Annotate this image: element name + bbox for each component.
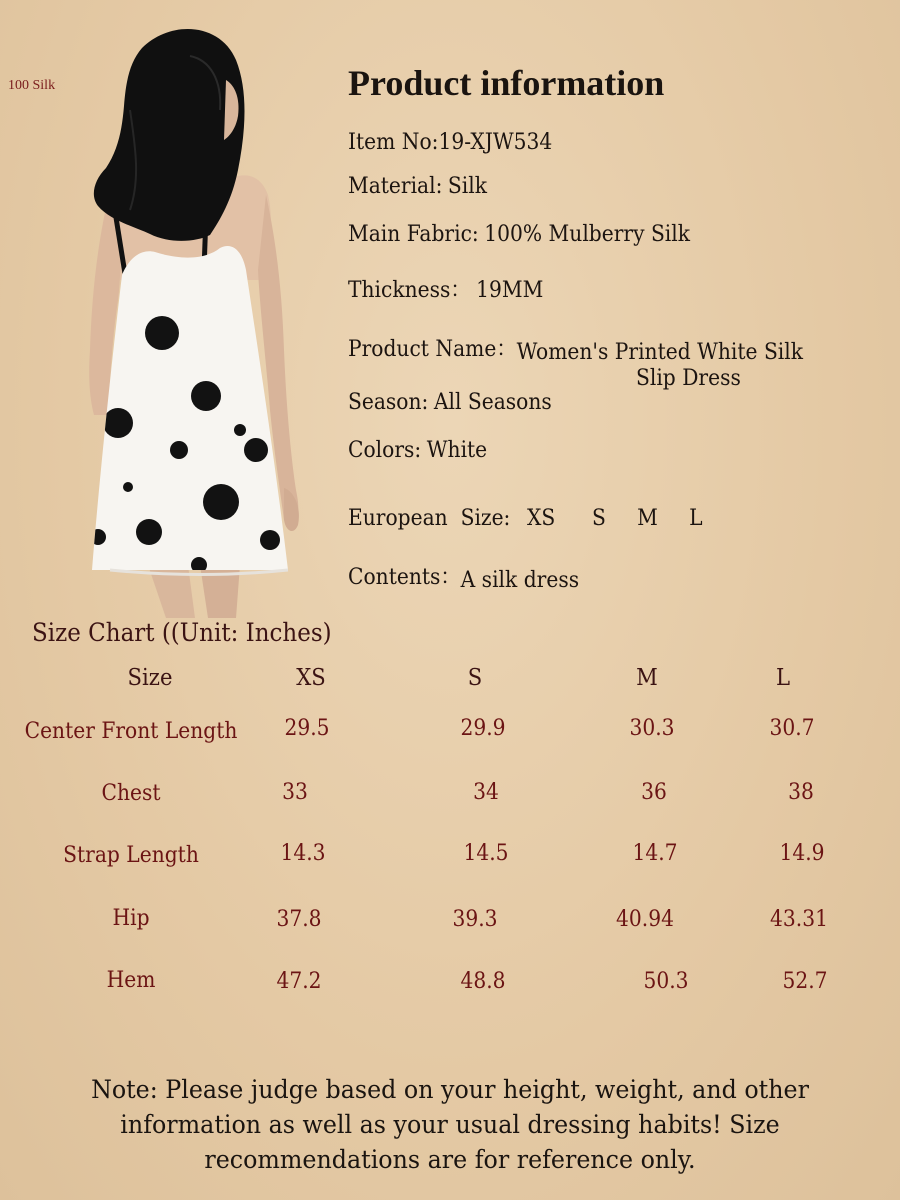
thickness-line [348,273,543,304]
table-cell: 36 [641,780,667,805]
table-cell: 14.7 [632,841,678,866]
size-option-xs: XS [526,506,556,531]
row-label-hip: Hip [112,906,150,931]
main-fabric-value: 100% Mulberry Silk [484,222,691,247]
table-cell: 14.5 [463,841,509,866]
size-header-xs: XS [296,665,326,691]
brand-tag: 100 Silk [8,78,56,93]
table-cell: 52.7 [782,969,828,994]
product-model-image [70,20,310,620]
row-label-chest: Chest [101,781,161,806]
contents-value: A silk dress [460,568,580,593]
table-cell: 37.8 [276,907,322,932]
table-cell: 48.8 [460,969,506,994]
item-no-value: 19-XJW534 [438,130,553,155]
product-name-label: Product Name： [348,337,517,362]
table-cell: 50.3 [643,969,689,994]
contents-label: Contents： [348,565,461,590]
table-cell: 14.9 [779,841,825,866]
main-fabric-label: Main Fabric: [348,222,479,247]
table-cell: 43.31 [770,907,828,932]
table-cell: 39.3 [452,907,498,932]
table-cell: 34 [473,780,499,805]
season-value: All Seasons [433,390,552,415]
product-name-value-2: Slip Dress [636,366,741,391]
season-line [348,390,552,415]
european-size-label: European Size: [348,506,511,531]
european-size-line [348,506,703,531]
size-header-m: M [636,665,658,691]
material-value: Silk [447,174,488,199]
table-cell: 30.7 [769,716,815,741]
thickness-value: 19MM [476,278,544,303]
colors-label: Colors: [348,438,422,463]
product-info-title: Product information [348,63,665,103]
colors-value: White [426,438,488,463]
table-cell: 29.5 [284,716,330,741]
size-header-s: S [467,665,483,691]
size-option-m: M [637,506,658,531]
thickness-label: Thickness： [348,278,471,303]
main-fabric-line [348,222,690,247]
table-cell: 47.2 [276,969,322,994]
size-chart-title: Size Chart ((Unit: Inches) [32,618,332,647]
row-label-center-front-length: Center Front Length [24,719,238,744]
material-label: Material: [348,174,443,199]
size-header-l: L [775,665,791,691]
material-line [348,174,487,199]
item-no-label: Item No: [348,130,439,155]
table-cell: 33 [282,780,308,805]
row-label-hem: Hem [106,968,156,993]
season-label: Season: [348,390,429,415]
table-cell: 30.3 [629,716,675,741]
table-cell: 40.94 [616,907,674,932]
size-option-l: L [689,506,703,531]
colors-line [348,438,487,463]
size-note: Note: Please judge based on your height, weight, and other information as well as your usual dressing habits! Size recommendations are for reference only. [91,1075,809,1174]
european-size-options [510,506,702,531]
size-option-s: S [592,506,606,531]
table-cell: 38 [788,780,814,805]
product-name-line [348,332,803,363]
product-name-value-1: Women's Printed White Silk [516,340,804,365]
contents-line [348,560,579,591]
row-label-strap-length: Strap Length [63,843,199,868]
table-cell: 29.9 [460,716,506,741]
item-number-line [348,130,552,155]
size-header-label: Size [127,665,173,691]
table-cell: 14.3 [280,841,326,866]
